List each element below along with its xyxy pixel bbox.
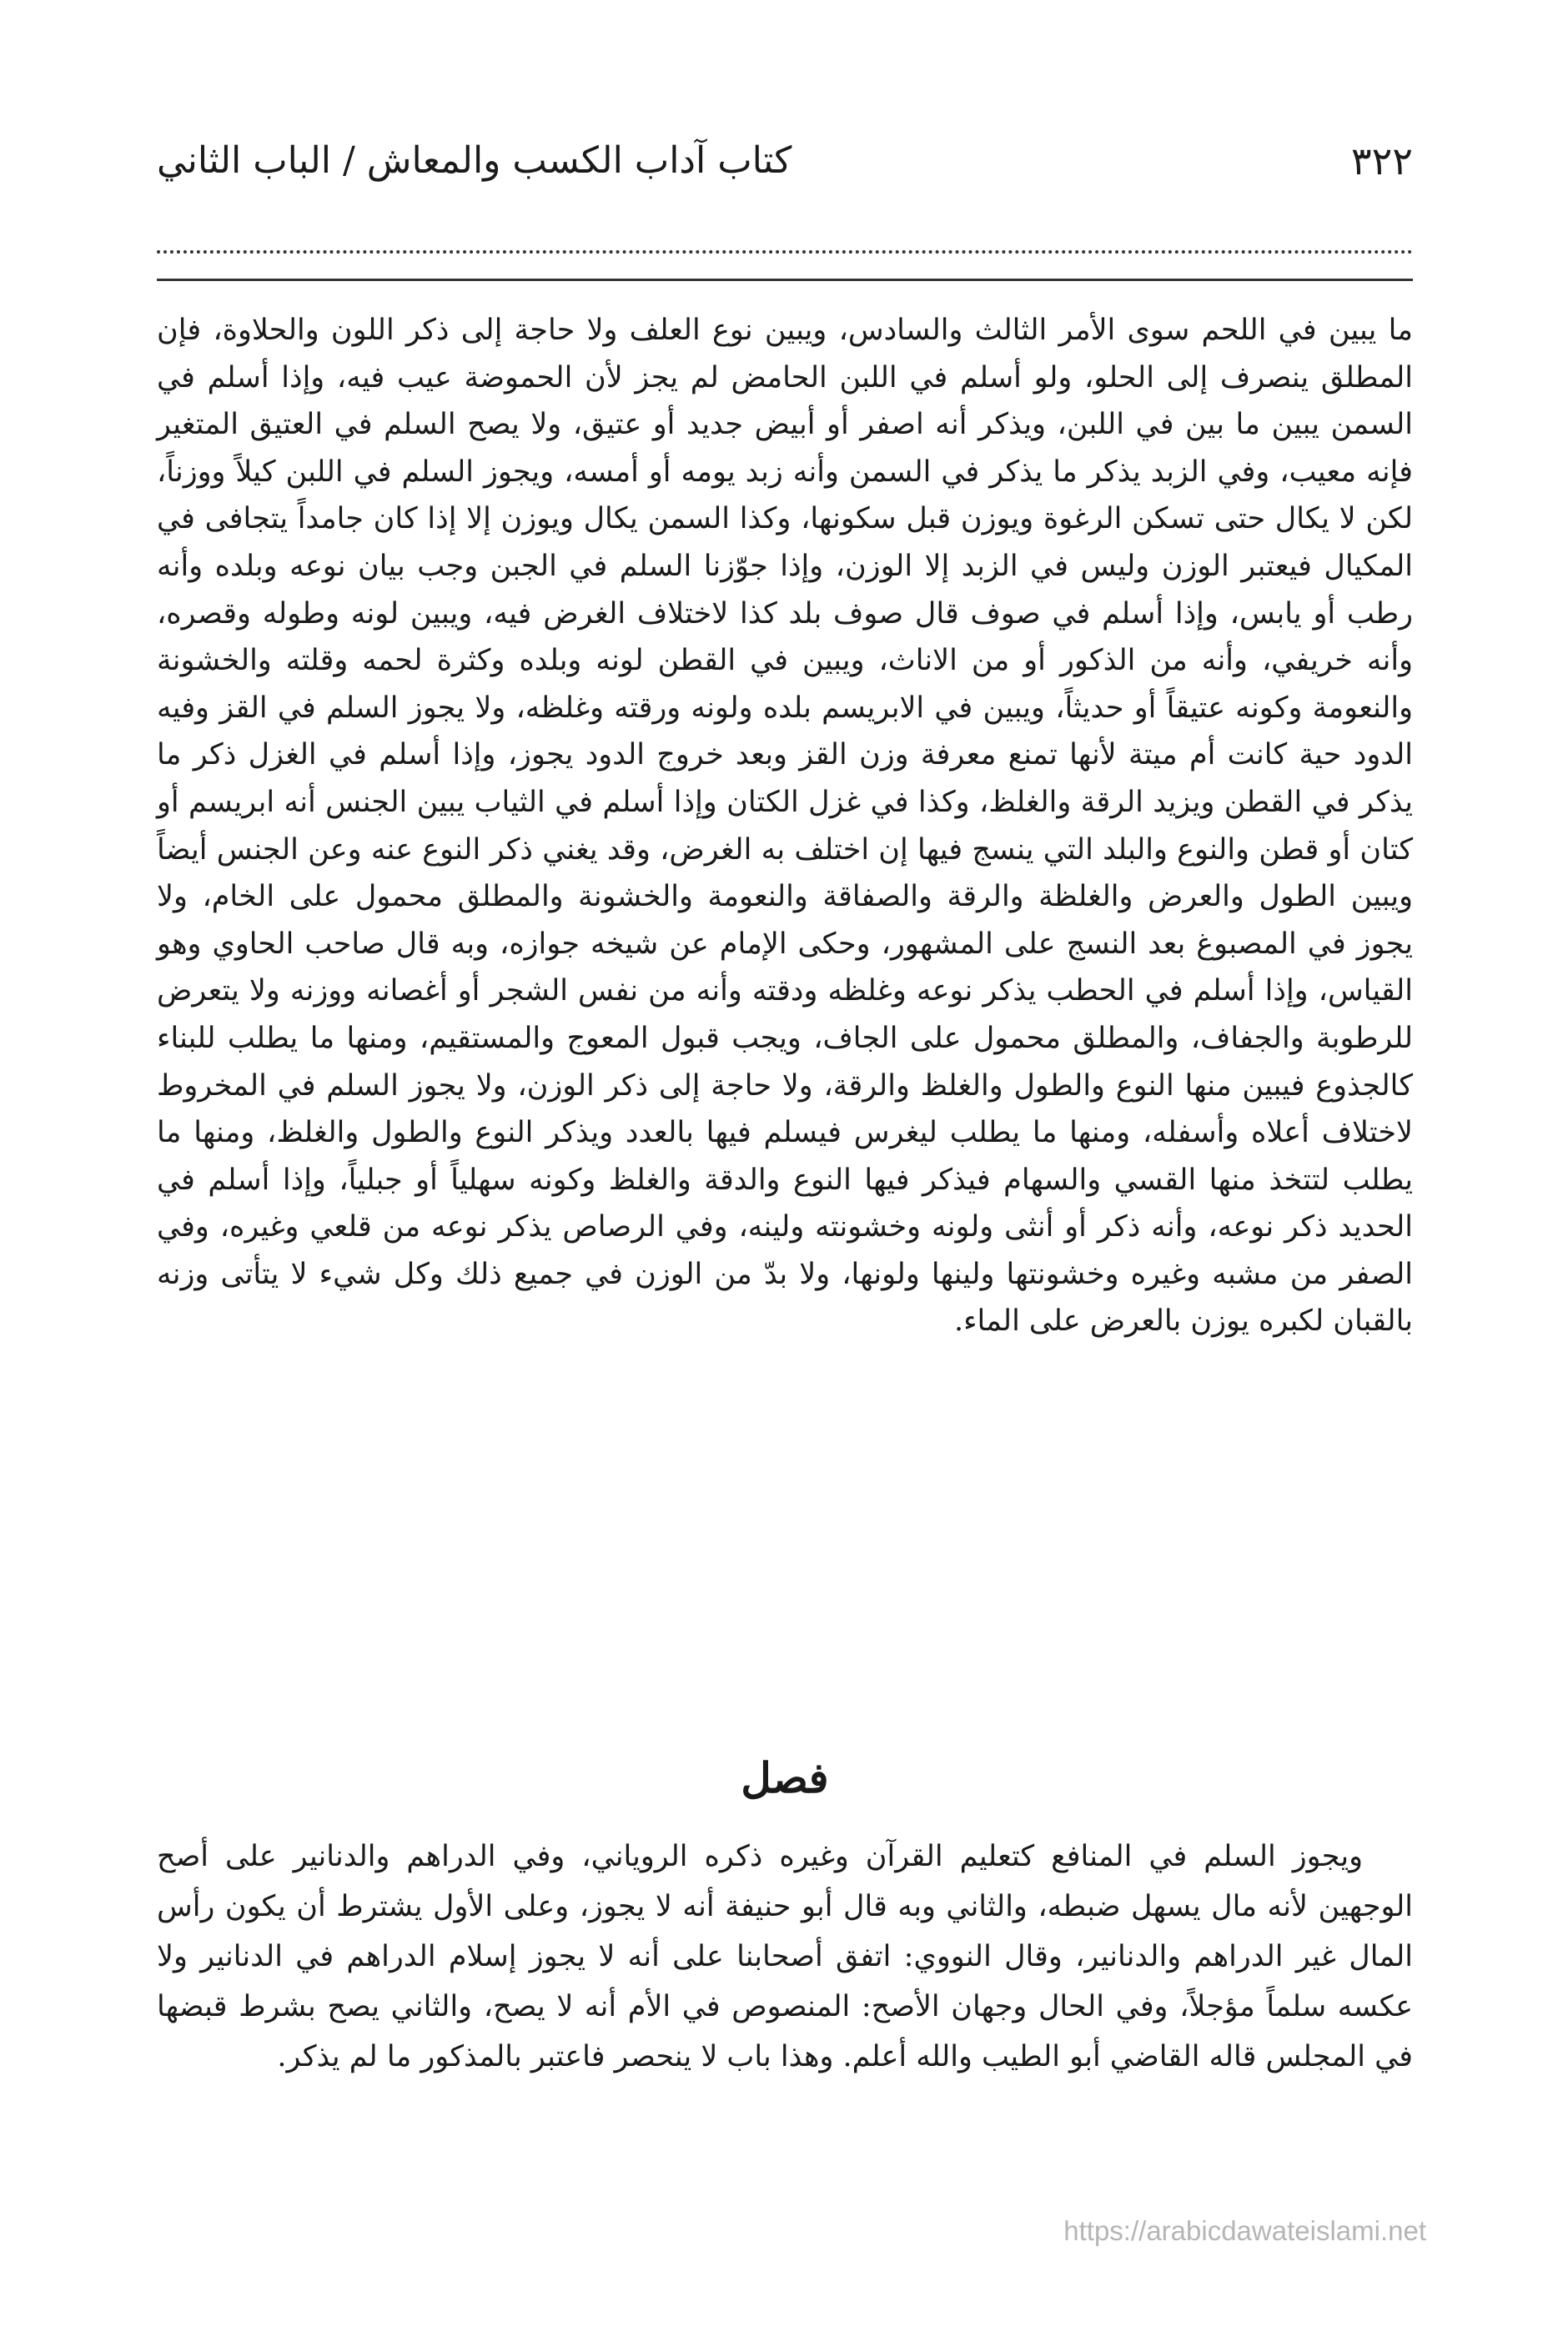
running-head (157, 132, 1413, 190)
main-text (157, 307, 1413, 1345)
section-heading: فصل (741, 1753, 829, 1802)
section-paragraph: ويجوز السلم في المنافع كتعليم القرآن وغيره ذكره الروياني، وفي الدراهم والدنانير على أصح الوجهين لأنه مال يسهل ضبطه، والثاني وبه قال أبو حنيفة أنه لا يجوز، وعلى الأول يشترط أن يكون رأس المال غير الدراهم والدنانير، وقال النووي: اتفق أصحابنا على أنه لا يجوز إسلام الدراهم في الدنانير ولا عكسه سلماً مؤجلاً، وفي الحال وجهان الأصح: المنصوص في الأم أنه لا يصح، والثاني يصح بشرط قبضها في المجلس قاله القاضي أبو الطيب والله أعلم. وهذا باب لا ينحصر فاعتبر بالمذكور ما لم يذكر. (157, 1840, 1413, 2073)
header-solid-rule (157, 279, 1413, 281)
body-paragraph: ما يبين في اللحم سوى الأمر الثالث والسادس، ويبين نوع العلف ولا حاجة إلى ذكر اللون والحلاوة، فإن المطلق ينصرف إلى الحلو، ولو أسلم في اللبن الحامض لم يجز لأن الحموضة عيب فيه، وإذا أسلم في السمن يبين ما بين في اللبن، ويذكر أنه اصفر أو أبيض جديد أو عتيق، ولا يصح السلم في العتيق المتغير فإنه معيب، وفي الزبد يذكر ما يذكر في السمن وأنه زبد يومه أو أمسه، ويجوز السلم في اللبن كيلاً ووزناً، لكن لا يكال حتى تسكن الرغوة ويوزن قبل سكونها، وكذا السمن يكال ويوزن إلا إذا كان جامداً يتجافى في المكيال فيعتبر الوزن وليس في الزبد إلا الوزن، وإذا جوّزنا السلم في الجبن وجب بيان نوعه وبلده وأنه رطب أو يابس، وإذا أسلم في صوف قال صوف بلد كذا لاختلاف الغرض فيه، ويبين لونه وطوله وقصره، وأنه خريفي، وأنه من الذكور أو من الاناث، ويبين في القطن لونه وبلده وكثرة لحمه وقلته والخشونة والنعومة وكونه عتيقاً أو حديثاً، ويبين في الابريسم بلده ولونه ورقته وغلظه، ولا يجوز السلم في القز وفيه الدود حية كانت أم ميتة لأنها تمنع معرفة وزن القز وبعد خروج الدود يجوز، وإذا أسلم في الغزل ذكر ما يذكر في القطن ويزيد الرقة والغلظ، وكذا في غزل الكتان وإذا أسلم في الثياب يبين الجنس أنه ابريسم أو كتان أو قطن والنوع والبلد التي ينسج فيها إن اختلف به الغرض، وقد يغني ذكر النوع عنه وعن الجنس أيضاً ويبين الطول والعرض والغلظة والرقة والصفاقة والنعومة والخشونة والمطلق محمول على الخام، ولا يجوز في المصبوغ بعد النسج على المشهور، وحكى الإمام عن شيخه جوازه، وبه قال صاحب الحاوي وهو القياس، وإذا أسلم في الحطب يذكر نوعه وغلظه ودقته وأنه من نفس الشجر أو أغصانه ووزنه ولا يتعرض للرطوبة والجفاف، والمطلق محمول على الجاف، ويجب قبول المعوج والمستقيم، ومنها ما يطلب للبناء كالجذوع فيبين منها النوع والطول والغلظ والرقة، ولا حاجة إلى ذكر الوزن، ولا يجوز السلم في المخروط لاختلاف أعلاه وأسفله، ومنها ما يطلب ليغرس فيسلم فيها بالعدد ويذكر النوع والطول والغلظ، ومنها ما يطلب لتتخذ منها القسي والسهام فيذكر فيها النوع والدقة والغلظ وكونه سهلياً أو جبلياً، وإذا أسلم في الحديد ذكر نوعه، وأنه ذكر أو أنثى ولونه وخشونته ولينه، وفي الرصاص يذكر نوعه من قلعي وغيره، وفي الصفر من مشبه وغيره وخشونتها ولينها ولونها، ولا بدّ من الوزن في جميع ذلك وكل شيء لا يتأتى وزنه بالقبان لكبره يوزن بالعرض على الماء. (157, 314, 1413, 1339)
watermark-url: https://arabicdawateislami.net (1063, 2215, 1426, 2246)
header-dotted-rule (157, 250, 1413, 254)
page-number: ٣٢٢ (1350, 138, 1413, 183)
section-text (157, 1832, 1413, 2082)
book-title: كتاب آداب الكسب والمعاش / الباب الثاني (157, 139, 792, 182)
